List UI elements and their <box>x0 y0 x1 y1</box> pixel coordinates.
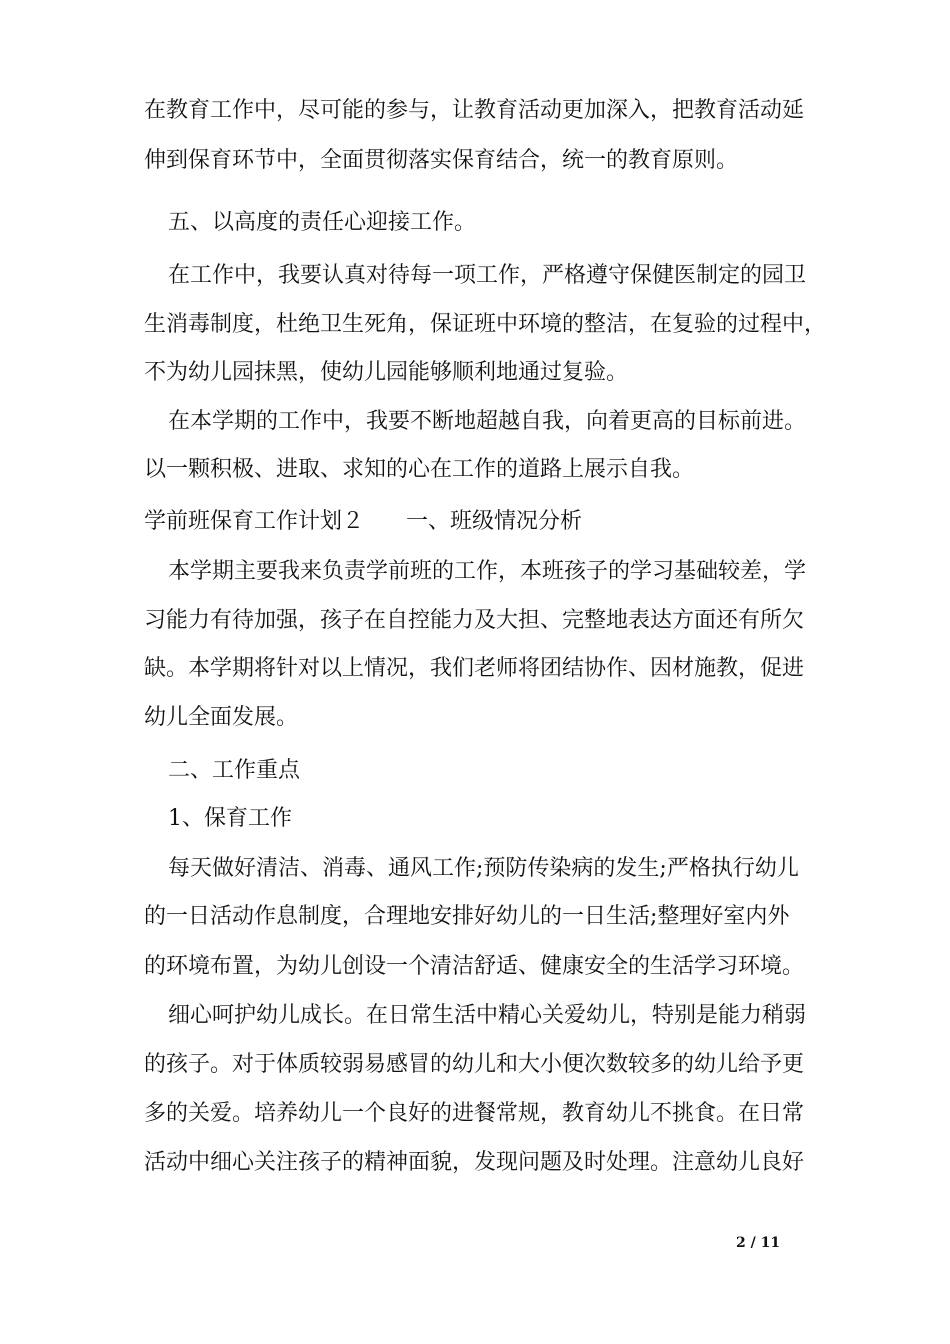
paragraph-line: 活动中细心关注孩子的精神面貌，发现问题及时处理。注意幼儿良好 <box>144 1150 805 1175</box>
paragraph-line: 在工作中，我要认真对待每一项工作，严格遵守保健医制定的园卫 <box>168 263 807 288</box>
plan-title-line <box>144 507 582 537</box>
paragraph-line: 每天做好清洁、消毒、通风工作;预防传染病的发生;严格执行幼儿 <box>168 856 799 881</box>
section-heading-5: 五、以高度的责任心迎接工作。 <box>168 210 477 235</box>
paragraph-line: 在本学期的工作中，我要不断地超越自我，向着更高的目标前进。 <box>168 409 807 434</box>
paragraph-line: 的环境布置，为幼儿创设一个清洁舒适、健康安全的生活学习环境。 <box>144 954 805 979</box>
paragraph-line: 不为幼儿园抹黑，使幼儿园能够顺利地通过复验。 <box>144 360 629 385</box>
paragraph-line: 伸到保育环节中，全面贯彻落实保育结合，统一的教育原则。 <box>144 148 739 173</box>
paragraph-line: 在教育工作中，尽可能的参与，让教育活动更加深入，把教育活动延 <box>144 98 805 123</box>
paragraph-line: 的一日活动作息制度，合理地安排好幼儿的一日生活;整理好室内外 <box>144 904 790 929</box>
paragraph-line: 幼儿全面发展。 <box>144 705 299 730</box>
paragraph-line: 本学期主要我来负责学前班的工作，本班孩子的学习基础较差，学 <box>168 559 807 584</box>
paragraph-line: 细心呵护幼儿成长。在日常生活中精心关爱幼儿，特别是能力稍弱 <box>168 1003 807 1028</box>
section-heading-2: 二、工作重点 <box>168 758 301 783</box>
plan-section-heading: 一、班级情况分析 <box>406 509 583 534</box>
paragraph-line: 习能力有待加强，孩子在自控能力及大担、完整地表达方面还有所欠 <box>144 608 805 633</box>
paragraph-line: 缺。本学期将针对以上情况，我们老师将团结协作、因材施教，促进 <box>144 656 805 681</box>
paragraph-line: 的孩子。对于体质较弱易感冒的幼儿和大小便次数较多的幼儿给予更 <box>144 1052 805 1077</box>
plan-title: 学前班保育工作计划２ <box>144 509 365 534</box>
paragraph-line: 生消毒制度，杜绝卫生死角，保证班中环境的整洁，在复验的过程中， <box>144 312 827 337</box>
page-number: 2 / 11 <box>736 1235 781 1251</box>
subsection-heading-1: 1、保育工作 <box>168 806 292 831</box>
paragraph-line: 以一颗积极、进取、求知的心在工作的道路上展示自我。 <box>144 457 695 482</box>
paragraph-line: 多的关爱。培养幼儿一个良好的进餐常规，教育幼儿不挑食。在日常 <box>144 1101 805 1126</box>
